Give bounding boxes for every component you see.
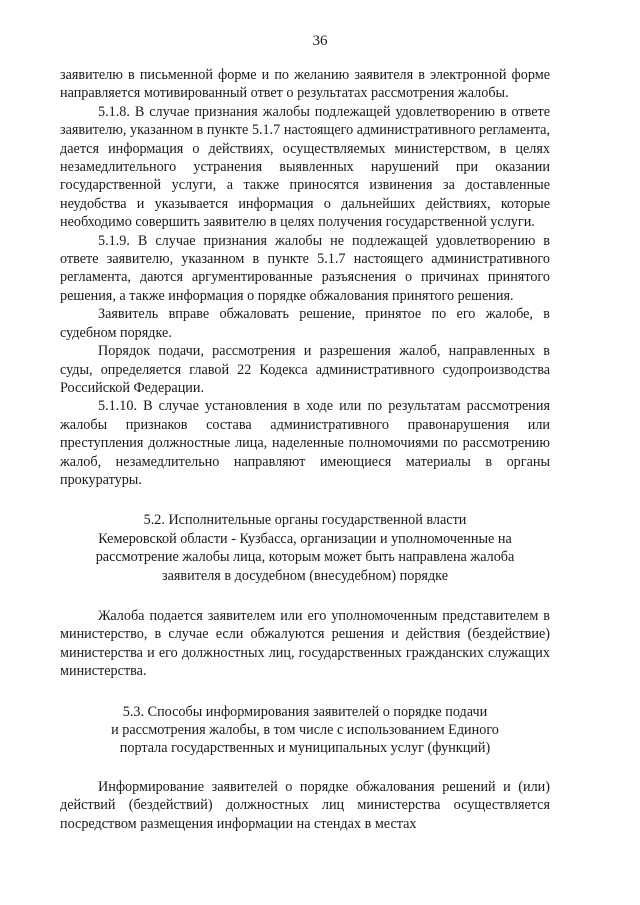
paragraph-court-procedure: Порядок подачи, рассмотрения и разрешения жалоб, направленных в суды, определяется главой 22 Кодекса административного судопроизводства Российской Федерации. — [60, 343, 550, 396]
paragraph-complaint-submission: Жалоба подается заявителем или его уполномоченным представителем в министерство, в случае если обжалуются решения и действия (бездействие) министерства и его должностных лиц, государственных гражданских служащих министерства. — [60, 607, 550, 680]
paragraph-5-1-8: 5.1.8. В случае признания жалобы подлежащей удовлетворению в ответе заявителю, указанном в пункте 5.1.7 настоящего административного регламента, дается информация о действиях, осуществляемых министерством, в целях незамедлительного устранения выявленных нарушений при оказании государственной услуги, а также приносятся извинения за доставленные неудобства и указывается информация о дальнейших действиях, которые необходимо совершить заявителю в целях получения государственной услуги. — [60, 103, 550, 231]
heading-line: Кемеровской области - Кузбасса, организации и уполномоченные на — [98, 530, 512, 547]
heading-line: заявителя в досудебном (внесудебном) порядке — [162, 567, 448, 584]
section-heading-5-3 — [60, 703, 550, 758]
paragraph-5-1-10: 5.1.10. В случае установления в ходе или по результатам рассмотрения жалобы признаков состава административного правонарушения или преступления должностные лица, наделенные полномочиями по рассмотрению жалоб, незамедлительно направляют имеющиеся материалы в органы прокуратуры. — [60, 398, 550, 488]
heading-line: 5.2. Исполнительные органы государственной власти — [143, 512, 467, 529]
heading-line: рассмотрение жалобы лица, которым может быть направлена жалоба — [95, 549, 515, 566]
paragraph-5-1-9: 5.1.9. В случае признания жалобы не подлежащей удовлетворению в ответе заявителю, указанном в пункте 5.1.7 настоящего административного регламента, даются аргументированные разъяснения о причинах принятого решения, а также информация о порядке обжалования принятого решения. — [60, 232, 550, 304]
document-body — [60, 66, 550, 833]
paragraph-informing: Информирование заявителей о порядке обжалования решений и (или) действий (бездействий) должностных лиц министерства осуществляется посредством размещения информации на стендах в местах — [60, 778, 550, 832]
paragraph-continuation: заявителю в письменной форме и по желанию заявителя в электронной форме направляется мотивированный ответ о результатах рассмотрения жалобы. — [60, 67, 550, 102]
page-number: 36 — [312, 33, 328, 49]
heading-line: портала государственных и муниципальных услуг (функций) — [119, 740, 491, 757]
paragraph-appeal-court: Заявитель вправе обжаловать решение, принятое по его жалобе, в судебном порядке. — [60, 306, 550, 341]
heading-line: и рассмотрения жалобы, в том числе с использованием Единого — [111, 722, 499, 738]
section-heading-5-2 — [60, 511, 550, 585]
heading-line: 5.3. Способы информирования заявителей о порядке подачи — [122, 703, 488, 720]
